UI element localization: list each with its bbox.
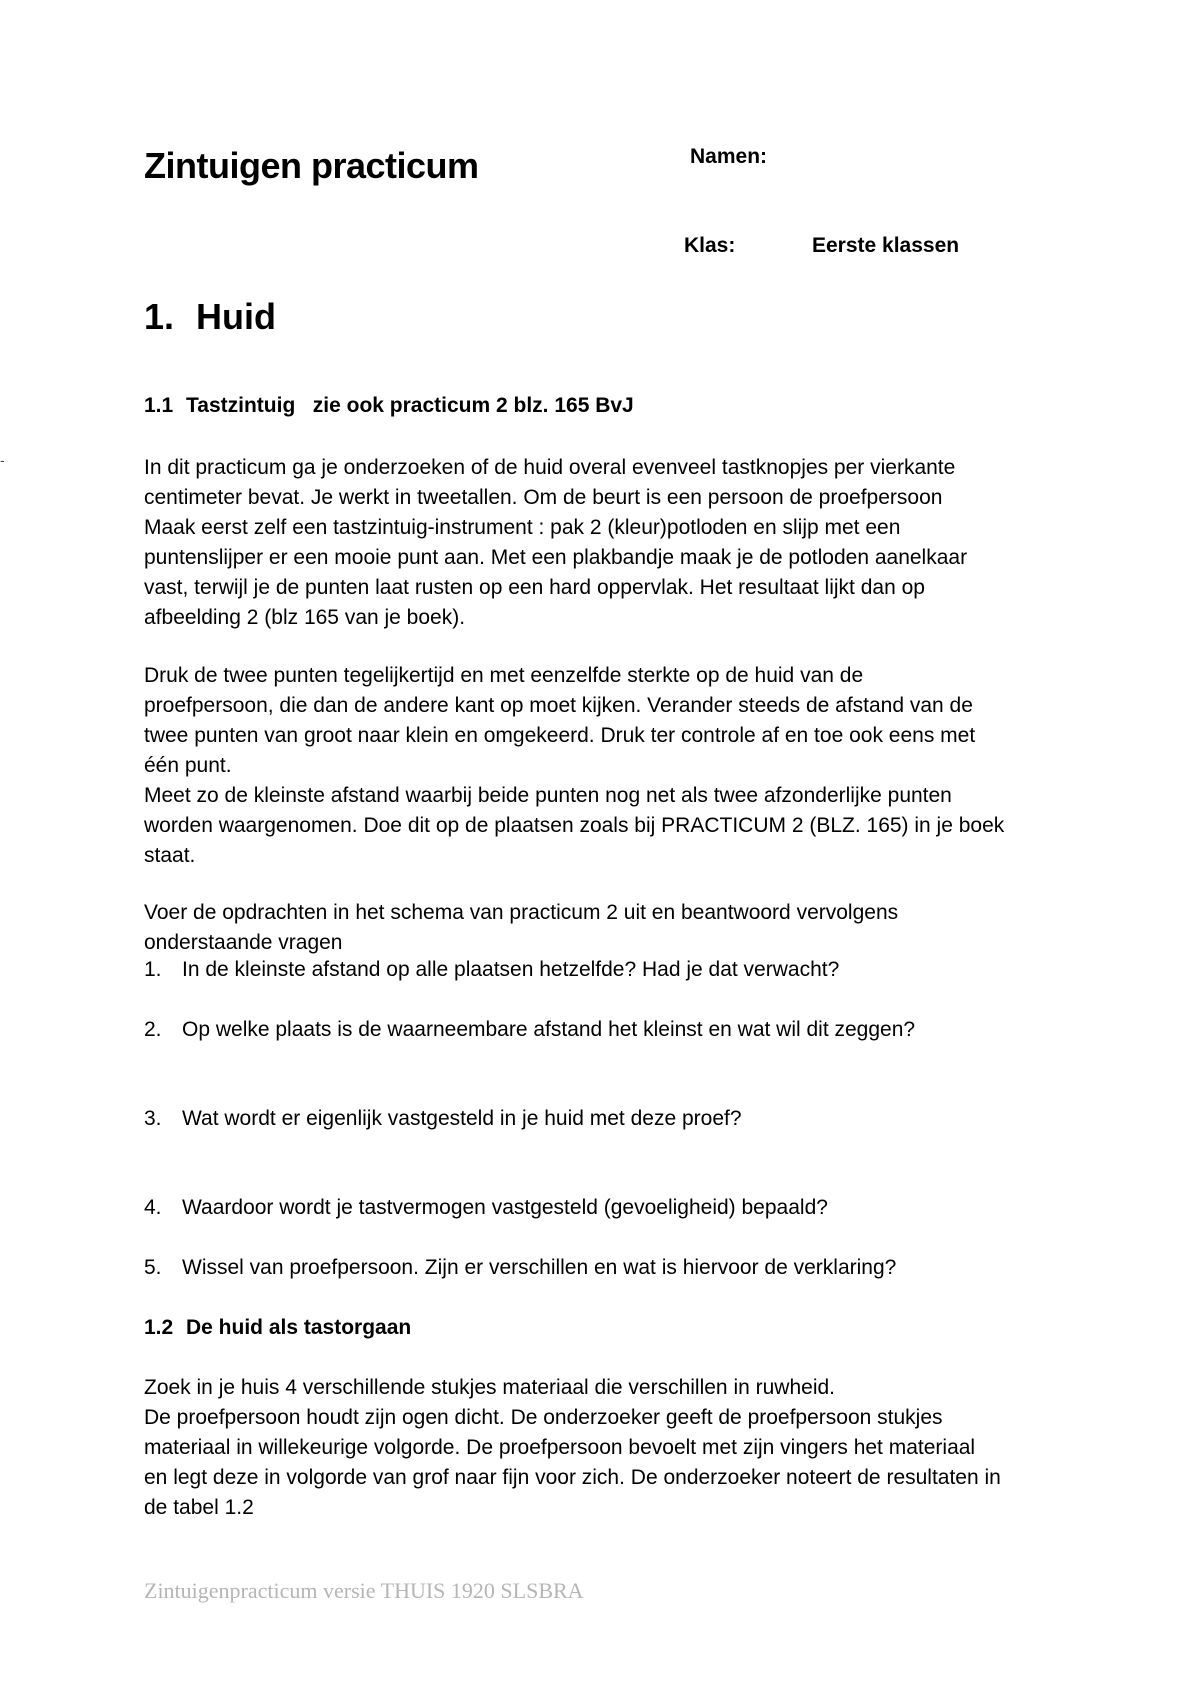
text-line: proefpersoon, die dan de andere kant op moet kijken. Verander steeds de afstand van de xyxy=(144,694,973,717)
margin-mark: - xyxy=(0,452,5,468)
document-title: Zintuigen practicum xyxy=(144,145,479,186)
text-line: Druk de twee punten tegelijkertijd en met eenzelfde sterkte op de huid van de xyxy=(144,664,864,687)
text-line: Maak eerst zelf een tastzintuig-instrument : pak 2 (kleur)potloden en slijp met een xyxy=(144,516,901,539)
namen-label: Namen: xyxy=(690,145,768,168)
text-line: worden waargenomen. Doe dit op de plaatsen zoals bij PRACTICUM 2 (BLZ. 165) in je boek xyxy=(144,814,1005,837)
text-line: staat. xyxy=(144,844,196,867)
section-title: Huid xyxy=(196,296,276,337)
question-text: In de kleinste afstand op alle plaatsen hetzelfde? Had je dat verwacht? xyxy=(182,958,840,981)
paragraph-instructions xyxy=(144,898,898,958)
text-line: onderstaande vragen xyxy=(144,931,343,954)
text-line: centimeter bevat. Je werkt in tweetallen. Om de beurt is een persoon de proefpersoon xyxy=(144,486,943,509)
question-text: Wissel van proefpersoon. Zijn er verschillen en wat is hiervoor de verklaring? xyxy=(182,1256,897,1279)
text-line: puntenslijper er een mooie punt aan. Met een plakbandje maak je de potloden aanelkaar xyxy=(144,546,968,569)
subsection-number: 1.2 xyxy=(144,1316,174,1339)
subsection-title: Tastzintuig zie ook practicum 2 blz. 165 BvJ xyxy=(186,394,634,417)
text-line: en legt deze in volgorde van grof naar fijn voor zich. De onderzoeker noteert de resultaten in xyxy=(144,1466,1001,1489)
question-number: 5. xyxy=(144,1256,162,1279)
text-line: Voer de opdrachten in het schema van practicum 2 uit en beantwoord vervolgens xyxy=(144,901,899,924)
text-line: één punt. xyxy=(144,754,232,777)
page-footer: Zintuigenpracticum versie THUIS 1920 SLSBRA xyxy=(144,1578,584,1603)
question-number: 1. xyxy=(144,958,162,981)
klas-value: Eerste klassen xyxy=(812,234,960,257)
question-text: Wat wordt er eigenlijk vastgesteld in je huid met deze proef? xyxy=(182,1107,742,1130)
text-line: twee punten van groot naar klein en omgekeerd. Druk ter controle af en toe ook eens met xyxy=(144,724,976,747)
question-item xyxy=(144,1107,742,1131)
paragraph-intro xyxy=(144,453,967,633)
question-number: 4. xyxy=(144,1196,162,1219)
text-line: materiaal in willekeurige volgorde. De proefpersoon bevoelt met zijn vingers het materiaal xyxy=(144,1436,976,1459)
text-line: afbeelding 2 (blz 165 van je boek). xyxy=(144,606,466,629)
question-number: 3. xyxy=(144,1107,162,1130)
text-line: De proefpersoon houdt zijn ogen dicht. De onderzoeker geeft de proefpersoon stukjes xyxy=(144,1406,943,1429)
paragraph-materials xyxy=(144,1373,1001,1523)
question-item xyxy=(144,1196,828,1220)
section-number: 1. xyxy=(144,296,175,337)
question-item xyxy=(144,958,839,982)
question-text: Op welke plaats is de waarneembare afstand het kleinst en wat wil dit zeggen? xyxy=(182,1018,916,1041)
question-item xyxy=(144,1256,896,1280)
section-heading-huid xyxy=(144,296,276,338)
text-line: Meet zo de kleinste afstand waarbij beide punten nog net als twee afzonderlijke punten xyxy=(144,784,952,807)
subsection-heading-1-1 xyxy=(144,394,634,418)
subsection-number: 1.1 xyxy=(144,394,174,417)
subsection-heading-1-2 xyxy=(144,1316,411,1340)
paragraph-procedure xyxy=(144,661,1004,871)
question-item xyxy=(144,1018,915,1042)
text-line: In dit practicum ga je onderzoeken of de huid overal evenveel tastknopjes per vierkante xyxy=(144,456,956,479)
subsection-title: De huid als tastorgaan xyxy=(186,1316,412,1339)
klas-label: Klas: xyxy=(684,234,736,257)
text-line: vast, terwijl je de punten laat rusten op een hard oppervlak. Het resultaat lijkt dan op xyxy=(144,576,925,599)
question-number: 2. xyxy=(144,1018,162,1041)
text-line: de tabel 1.2 xyxy=(144,1496,254,1519)
text-line: Zoek in je huis 4 verschillende stukjes materiaal die verschillen in ruwheid. xyxy=(144,1376,836,1399)
question-text: Waardoor wordt je tastvermogen vastgesteld (gevoeligheid) bepaald? xyxy=(182,1196,828,1219)
